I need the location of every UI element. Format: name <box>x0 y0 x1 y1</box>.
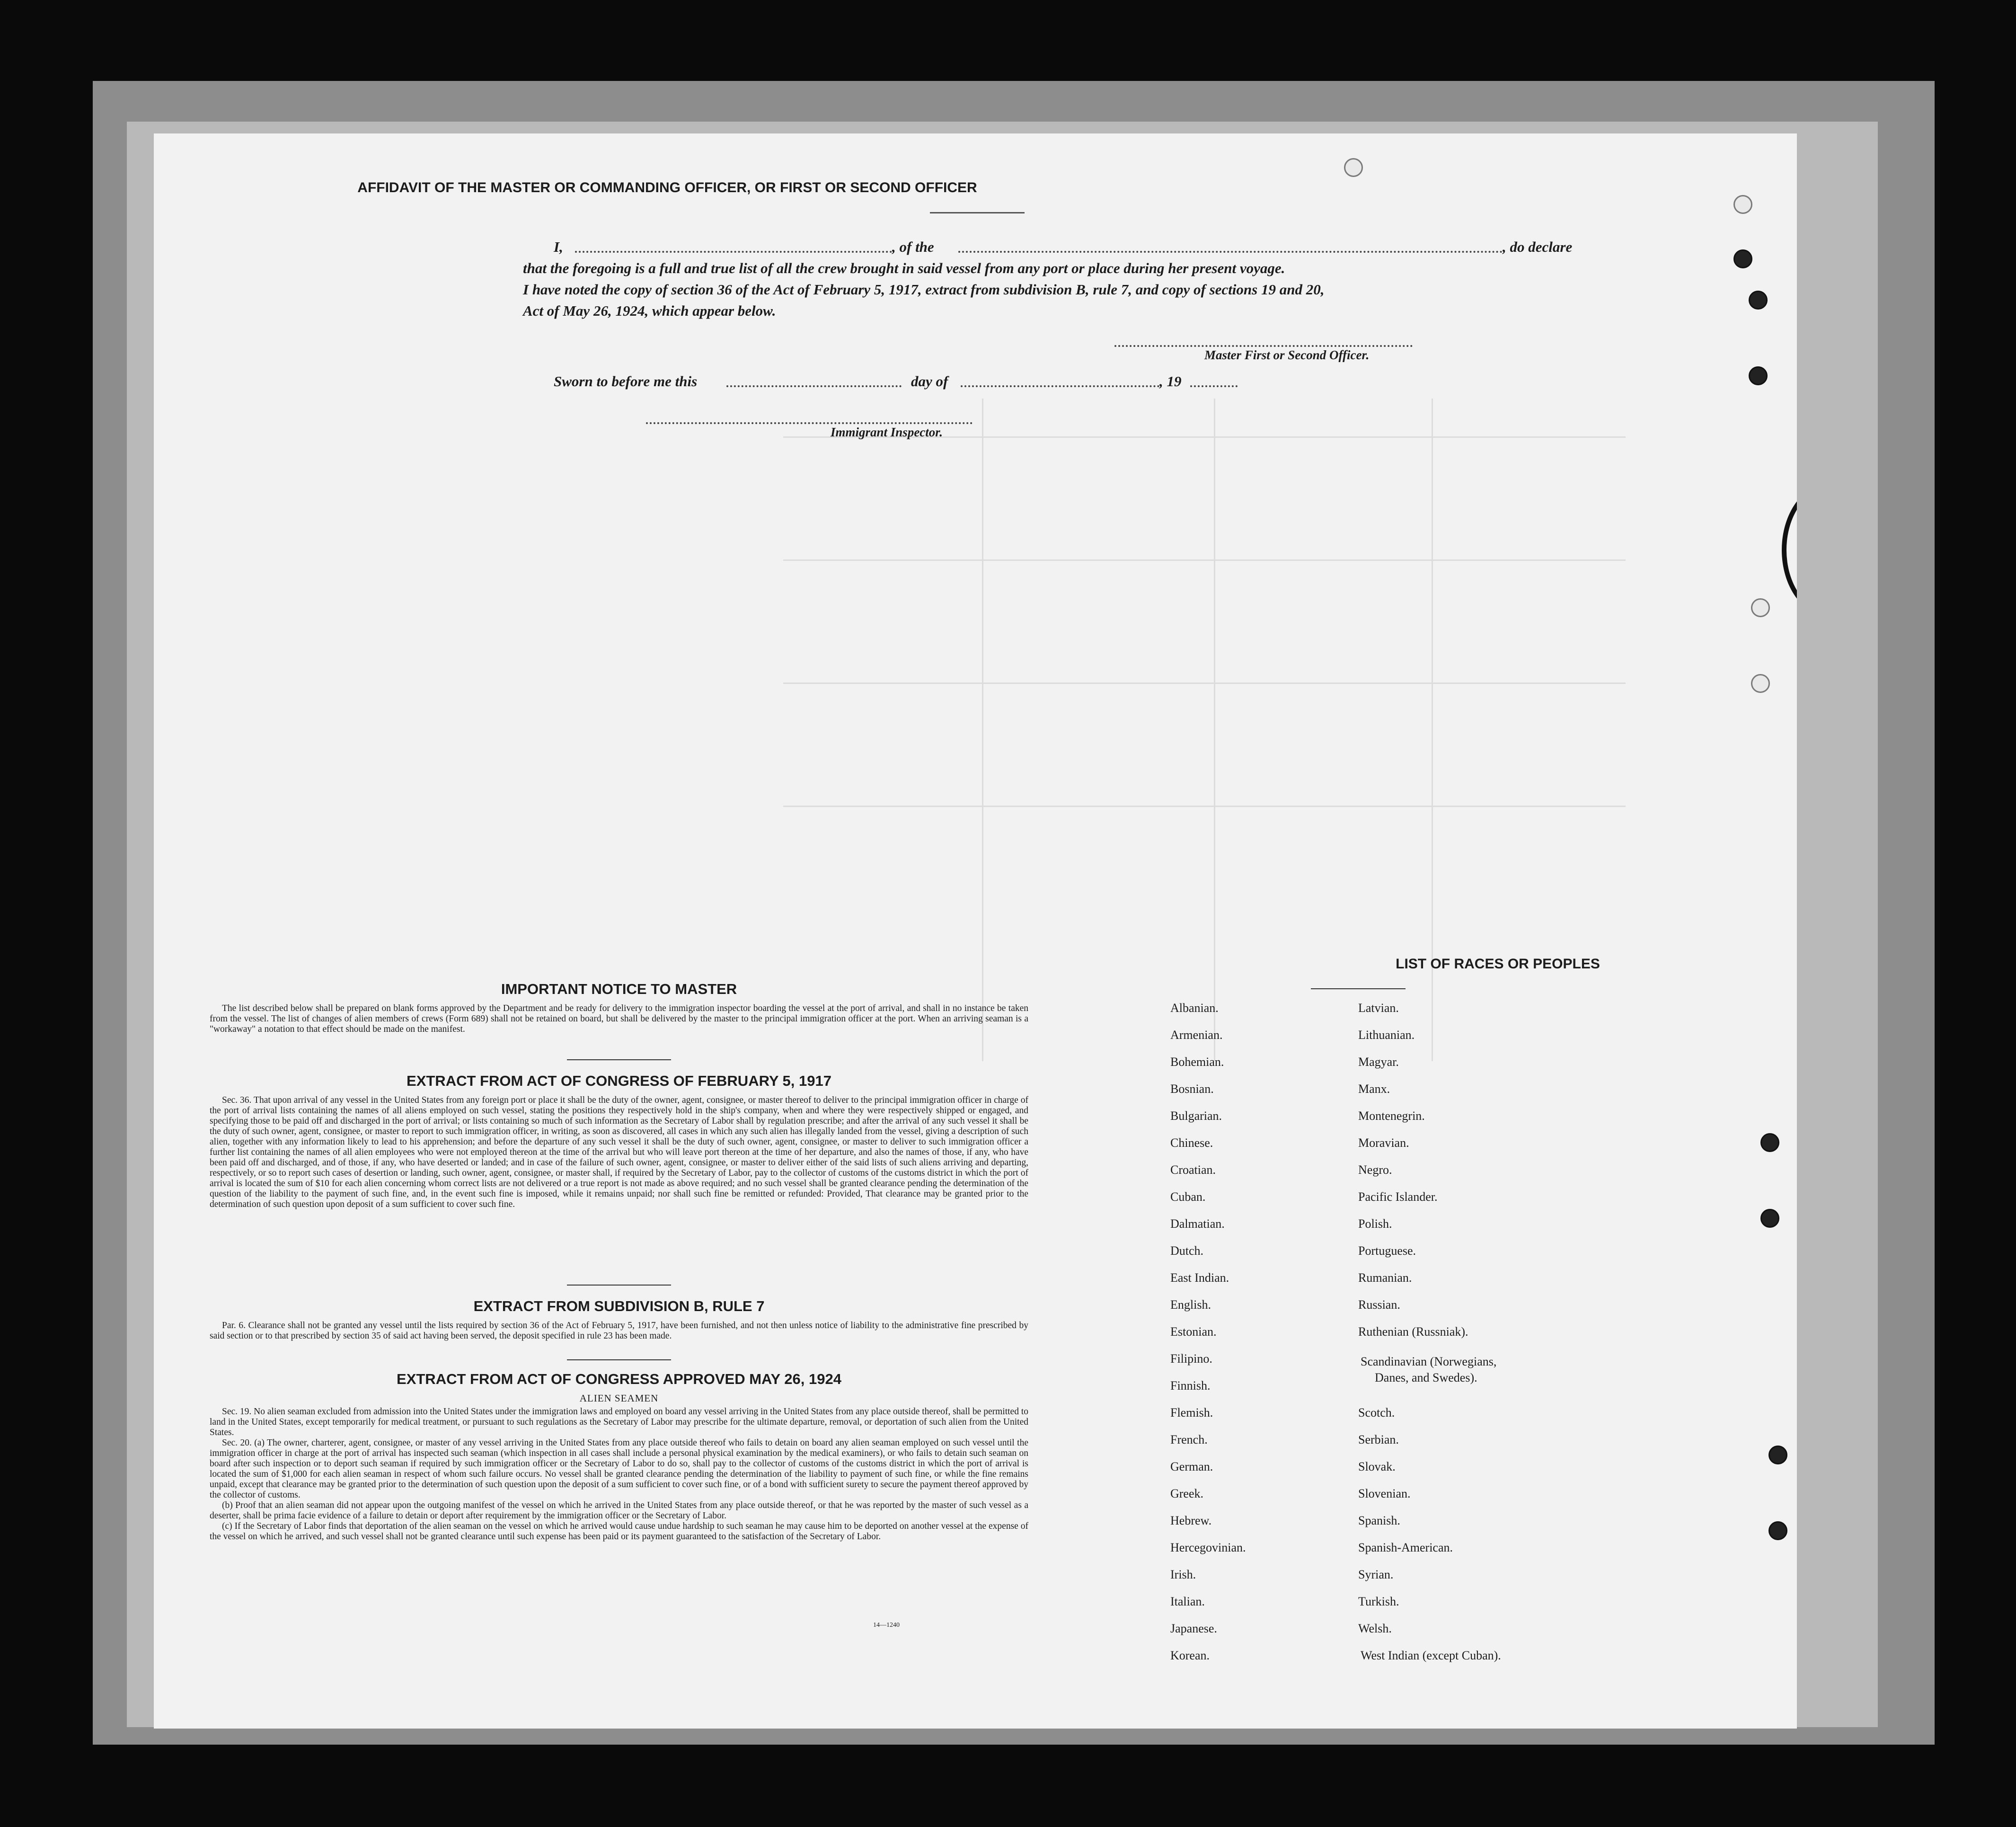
vessel-blank[interactable] <box>958 251 1503 253</box>
race-right: Latvian. <box>1358 1001 1399 1015</box>
race-left: French. <box>1170 1433 1208 1446</box>
race-right: Lithuanian. <box>1358 1028 1415 1042</box>
race-right: Slovenian. <box>1358 1487 1411 1500</box>
sworn-year-blank[interactable] <box>1190 385 1238 387</box>
punch-hole <box>1768 1446 1787 1464</box>
race-left: Greek. <box>1170 1487 1204 1500</box>
punch-hole <box>1751 674 1770 693</box>
race-right: Scandinavian (Norwegians, <box>1361 1355 1497 1368</box>
bleed-through-line <box>783 683 1626 684</box>
race-left: Dutch. <box>1170 1244 1204 1258</box>
extract-1924-text <box>210 1407 1028 1542</box>
race-right: Scotch. <box>1358 1406 1395 1419</box>
race-left: English. <box>1170 1298 1211 1312</box>
race-left: Croatian. <box>1170 1163 1216 1177</box>
race-left: East Indian. <box>1170 1271 1229 1285</box>
punch-hole <box>1768 1521 1787 1540</box>
race-right: Slovak. <box>1358 1460 1396 1473</box>
race-left: German. <box>1170 1460 1213 1473</box>
races-title: LIST OF RACES OR PEOPLES <box>1396 956 1600 972</box>
sworn-month-blank[interactable] <box>961 385 1159 387</box>
punch-hole <box>1749 366 1768 385</box>
notice-text <box>210 1003 1028 1035</box>
race-left: Estonian. <box>1170 1325 1217 1339</box>
race-left: Flemish. <box>1170 1406 1213 1419</box>
race-right: Pacific Islander. <box>1358 1190 1438 1204</box>
race-left: Dalmatian. <box>1170 1217 1225 1231</box>
race-left: Chinese. <box>1170 1136 1213 1150</box>
document-page <box>154 133 1797 1729</box>
race-left: Albanian. <box>1170 1001 1219 1015</box>
section-20c-paragraph: (c) If the Secretary of Labor finds that deportation of the alien seaman on the vessel on which he arrived would cause undue hardship to such seaman he may cause him to be deported on another vessel at the expense of the vessel on which he arrived, and such vessel shall not be granted clearance until such expense has been paid or its payment guaranteed to the satisfaction of the Secretary of Labor. <box>210 1521 1028 1542</box>
race-right: Serbian. <box>1358 1433 1399 1446</box>
race-left: Irish. <box>1170 1568 1196 1581</box>
section-20a-paragraph: Sec. 20. (a) The owner, charterer, agent, consignee, or master of any vessel arriving in the United States from any place outside thereof who fails to detain on board any alien seaman employed on such vessel until the immigration officer in charge at the port of arrival has inspected such seaman (which inspection in all cases shall include a personal physical examination by the medical examiners), or who fails to detain such seaman on board after such inspection or to deport such seaman if required by such immigration officer or the Secretary of Labor to do so, shall pay to the collector of customs of the customs district in which the port of arrival is located the sum of $1,000 for each alien seaman in respect of whom such failure occurs. No vessel shall be granted clearance pending the determination of the liability to payment of such fine, or while the fine remains unpaid, except that clearance may be granted prior to the determination of such question upon the deposit of a sum sufficient to cover such fine, or of a bond with sufficient surety to secure the payment thereof approved by the collector of customs. <box>210 1438 1028 1500</box>
year-label: , 19 <box>1159 373 1182 390</box>
affidavit-declare-label: , do declare <box>1503 239 1573 255</box>
binding-string <box>1782 484 1797 616</box>
race-left: Finnish. <box>1170 1379 1211 1392</box>
section-20b-paragraph: (b) Proof that an alien seaman did not appear upon the outgoing manifest of the vessel on which he arrived in the United States from any place outside thereof, or that he was reported by the master of such vessel as a deserter, shall be prima facie evidence of a failure to detain or deport after requirement by the immigration officer or the Secretary of Labor. <box>210 1500 1028 1521</box>
section-19-paragraph: Sec. 19. No alien seaman excluded from admission into the United States under the immigration laws and employed on board any vessel arriving in the United States from any place outside thereof, shall be permitted to land in the United States, except temporarily for medical treatment, or pursuant to such regulations as the Secretary of Labor may prescribe for the ultimate departure, removal, or deportation of such alien from the United States. <box>210 1407 1028 1437</box>
race-right: Syrian. <box>1358 1568 1394 1581</box>
section-36-paragraph: Sec. 36. That upon arrival of any vessel in the United States from any foreign port or place it shall be the duty of the owner, agent, consignee, or master thereof to deliver to the principal immigration officer in charge of the port of arrival lists containing the names of all aliens employed on such vessel, stating the positions they respectively hold in the ship's company, when and where they were respectively shipped or engaged, and specifying those to be paid off and discharged in the port of arrival; or lists containing so much of such information as the Secretary of Labor shall by regulation prescribe; and after the arrival of any such vessel it shall be the duty of such owner, agent, consignee, or master to report to such immigration officer, in writing, as soon as discovered, all cases in which any such alien has illegally landed from the vessel, giving a description of such alien, together with any information likely to lead to his apprehension; and before the departure of any such vessel it shall be the duty of such owner, agent, consignee, or master to deliver to such immigration officer a further list containing the names of all alien employees who were not employed thereon at the time of the arrival but who will leave port thereon at the time of her departure, and also the names of those, if any, who have been paid off and discharged, and of those, if any, who have deserted or landed; and in case of the failure of such owner, agent, consignee, or master to deliver either of the said lists of such aliens arriving and departing, respectively, or so to report such cases of desertion or landing, such owner, agent, consignee, or master shall, if required by the Secretary of Labor, pay to the collector of customs of the customs district in which the port of arrival is located the sum of $10 for each alien concerning whom correct lists are not delivered or a true report is not made as above required; and no such vessel shall be granted clearance pending the determination of the question of the liability to the payment of such fine, and, in the event such fine is imposed, while it remains unpaid; nor shall such fine be remitted or refunded: Provided, That clearance may be granted prior to the determination of such question upon deposit of a sum sufficient to cover such fine. <box>210 1095 1028 1209</box>
race-left: Armenian. <box>1170 1028 1223 1042</box>
affidavit-title: AFFIDAVIT OF THE MASTER OR COMMANDING OFFICER, OR FIRST OR SECOND OFFICER <box>357 180 977 195</box>
bleed-through-line <box>783 806 1626 807</box>
sworn-label: Sworn to before me this <box>554 373 698 390</box>
race-right: Spanish. <box>1358 1514 1400 1527</box>
extract-1917-text <box>210 1095 1028 1210</box>
races-title-rule <box>1311 988 1406 989</box>
punch-hole <box>1344 158 1363 177</box>
notice-title: IMPORTANT NOTICE TO MASTER <box>501 981 737 997</box>
race-left: Bulgarian. <box>1170 1109 1222 1123</box>
punch-hole <box>1733 195 1752 214</box>
extract-rule7-text <box>210 1321 1028 1341</box>
affidavit-body-2: I have noted the copy of section 36 of the Act of February 5, 1917, extract from subdivision B, rule 7, and copy of sections 19 and 20, <box>523 281 1325 298</box>
race-right: Rumanian. <box>1358 1271 1412 1285</box>
race-right: Welsh. <box>1358 1622 1392 1635</box>
race-left: Cuban. <box>1170 1190 1206 1204</box>
race-right: Manx. <box>1358 1082 1390 1096</box>
punch-hole <box>1760 1133 1779 1152</box>
punch-hole <box>1749 291 1768 310</box>
affidavit-i-label: I, <box>554 239 563 255</box>
master-signature-caption: Master First or Second Officer. <box>1204 348 1370 362</box>
affidavit-body-3: Act of May 26, 1924, which appear below. <box>523 302 776 319</box>
affidavit-body-1: that the foregoing is a full and true list of all the crew brought in said vessel from any port or place during her present voyage. <box>523 260 1285 276</box>
race-right: Montenegrin. <box>1358 1109 1425 1123</box>
race-left: Italian. <box>1170 1595 1205 1608</box>
form-number: 14—1240 <box>873 1622 900 1629</box>
notice-paragraph: The list described below shall be prepared on blank forms approved by the Department and be ready for delivery to the immigration inspector boarding the vessel at the port of arrival, and shall in no instance be taken from the vessel. The list of changes of alien members of crews (Form 689) shall not be retained on board, but shall be delivered by the master to the principal immigration officer at the port. When an arriving seaman is a "workaway" a notation to that effect should be made on the manifest. <box>210 1003 1028 1034</box>
master-signature-blank[interactable] <box>1114 345 1413 347</box>
race-left: Filipino. <box>1170 1352 1212 1366</box>
race-right: Turkish. <box>1358 1595 1399 1608</box>
section-rule <box>567 1285 671 1286</box>
race-right: West Indian (except Cuban). <box>1361 1649 1501 1662</box>
bleed-through-line <box>982 399 983 1061</box>
race-right: Polish. <box>1358 1217 1392 1231</box>
extract-1924-title: EXTRACT FROM ACT OF CONGRESS APPROVED MAY 26, 1924 <box>397 1371 841 1387</box>
race-left: Bohemian. <box>1170 1055 1224 1069</box>
punch-hole <box>1751 598 1770 617</box>
section-rule <box>567 1059 671 1060</box>
race-right: Portuguese. <box>1358 1244 1416 1258</box>
race-right: Danes, and Swedes). <box>1375 1371 1477 1384</box>
race-right: Spanish-American. <box>1358 1541 1453 1554</box>
race-left: Hercegovinian. <box>1170 1541 1246 1554</box>
bleed-through-line <box>783 559 1626 561</box>
inspector-signature-caption: Immigrant Inspector. <box>831 425 943 439</box>
race-right: Russian. <box>1358 1298 1400 1312</box>
race-left: Korean. <box>1170 1649 1210 1662</box>
inspector-signature-blank[interactable] <box>646 422 973 424</box>
race-right: Negro. <box>1358 1163 1392 1177</box>
extract-rule7-title: EXTRACT FROM SUBDIVISION B, RULE 7 <box>473 1298 765 1314</box>
race-left: Japanese. <box>1170 1622 1217 1635</box>
race-right: Magyar. <box>1358 1055 1399 1069</box>
race-right: Ruthenian (Russniak). <box>1358 1325 1468 1339</box>
race-left: Hebrew. <box>1170 1514 1212 1527</box>
race-left: Bosnian. <box>1170 1082 1214 1096</box>
extract-1917-title: EXTRACT FROM ACT OF CONGRESS OF FEBRUARY 5, 1917 <box>407 1073 831 1089</box>
punch-hole <box>1760 1209 1779 1228</box>
name-blank[interactable] <box>575 251 892 253</box>
paragraph-6: Par. 6. Clearance shall not be granted any vessel until the lists required by section 36 of the Act of February 5, 1917, have been furnished, and not then unless notice of liability to the administrative fine prescribed by said section or to that prescribed by section 35 of said act having been served, the deposit specified in rule 23 has been made. <box>210 1321 1028 1341</box>
section-rule <box>567 1359 671 1360</box>
affidavit-of-the-label: , of the <box>892 239 934 255</box>
sworn-day-blank[interactable] <box>726 385 902 387</box>
day-of-label: day of <box>911 373 948 390</box>
race-right: Moravian. <box>1358 1136 1409 1150</box>
punch-hole <box>1733 249 1752 268</box>
title-rule <box>930 212 1025 213</box>
alien-seamen-subtitle: ALIEN SEAMEN <box>579 1392 659 1404</box>
